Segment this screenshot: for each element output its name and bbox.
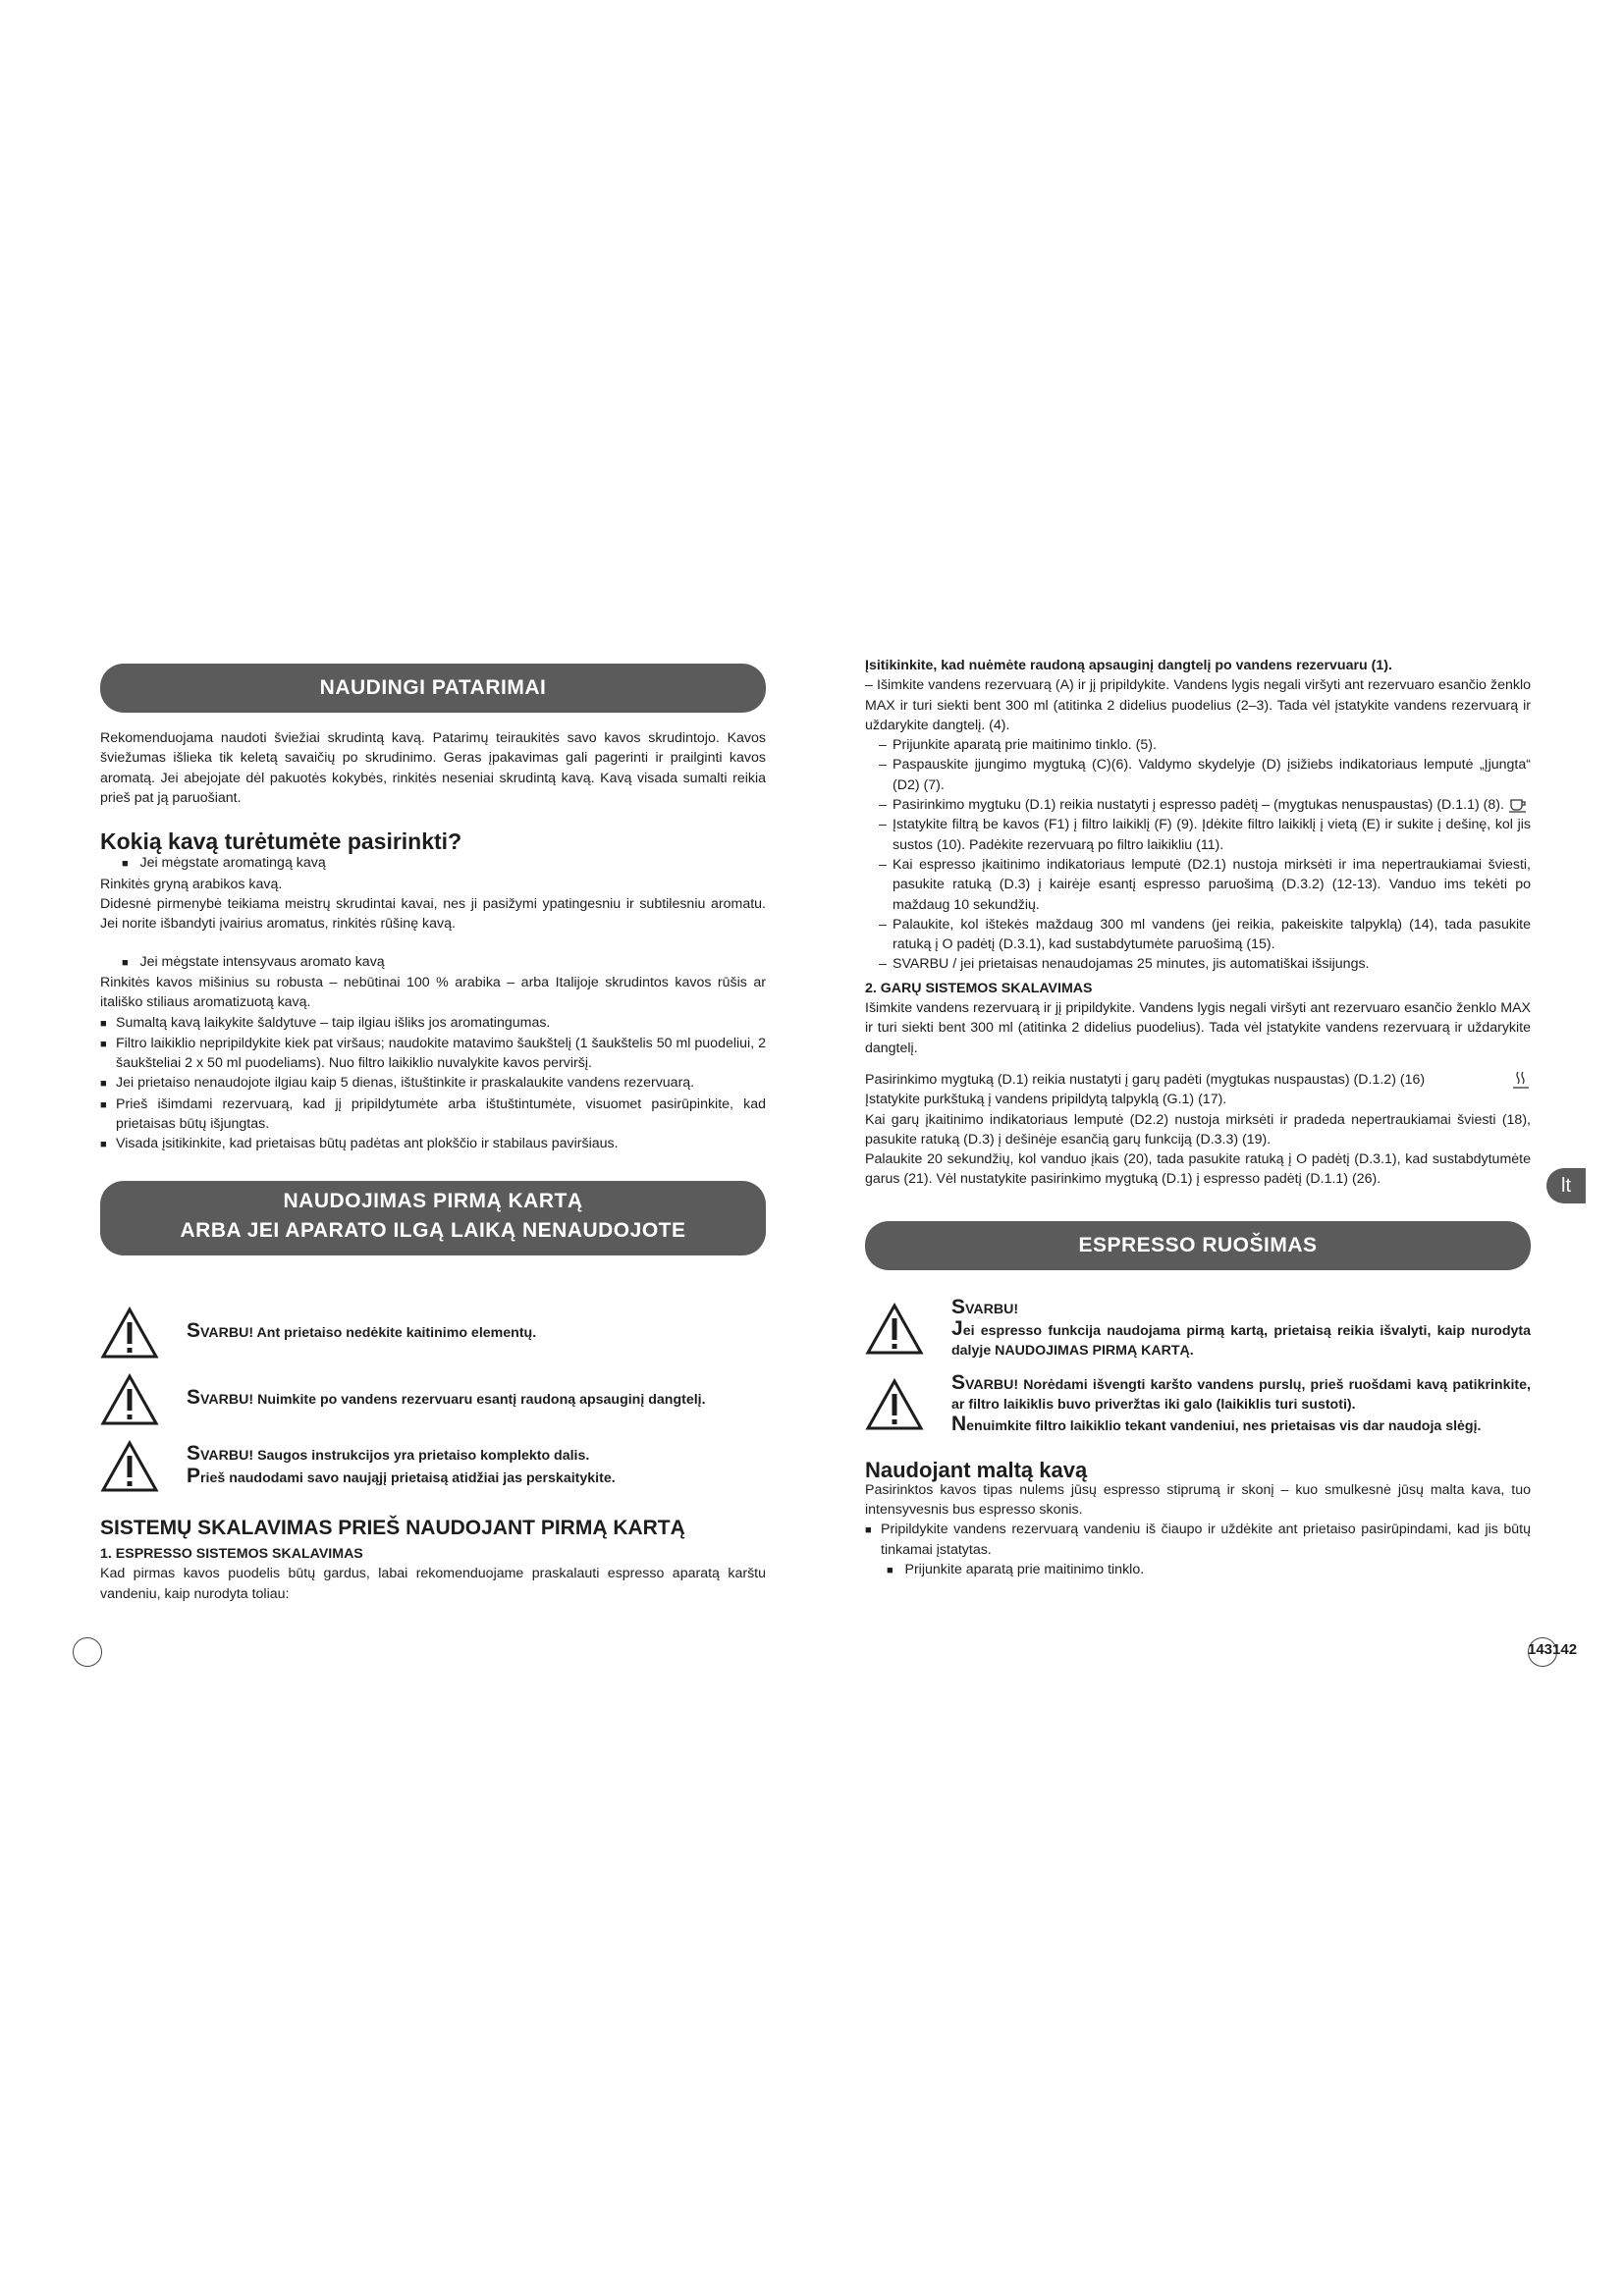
- warning-triangle-icon: [865, 1378, 924, 1431]
- preference-aromatic: ■ Jei mėgstate aromatingą kavą: [122, 855, 326, 872]
- warning-triangle-icon: [100, 1440, 159, 1493]
- preference-intense-text: Rinkitės kavos mišinius su robusta – nebūtinai 100 % arabika – arba Italijoje skrudintos kavos rūšis ar itališko stiliaus aromatizuotą kavą.: [100, 974, 766, 1011]
- list-item: – Palaukite, kol ištekės maždaug 300 ml vandens (jei reikia, pakeiskite talpyklą) (14), tada pasukite ratuką į O padėtį (D.3.1), kad sustabdytumėte paruošimą (15).: [879, 916, 1531, 953]
- ground-coffee-text: Pasirinktos kavos tipas nulems jūsų espresso stiprumą ir skonį – kuo smulkesnė jūsų malta kava, tuo intensyvesnis bus espresso skonis.: [865, 1481, 1531, 1519]
- language-tab: lt: [1546, 1168, 1586, 1203]
- section-banner-tips: NAUDINGI PATARIMAI: [100, 664, 766, 713]
- list-item: – Prijunkite aparatą prie maitinimo tinklo. (5).: [879, 737, 1157, 754]
- list-item: ■ Sumaltą kavą laikykite šaldytuve – taip ilgiau išliks jos aromatingumas.: [100, 1013, 766, 1034]
- warning-triangle-icon: [100, 1307, 159, 1360]
- page-number: 143142: [1528, 1641, 1578, 1658]
- steam-rinse-p1: Išimkite vandens rezervuarą ir jį pripildykite. Vandens lygis negali viršyti ant rezervuaro esančio ženklo MAX ir turi siekti bent 300 ml (atitinka 2 didelius puodelius). Tada vėl įstatykite vandens rezervuarą ir uždarykite dangtelį.: [865, 1000, 1531, 1056]
- steam-icon: [1511, 1070, 1531, 1090]
- list-item: – Pasirinkimo mygtuku (D.1) reikia nustatyti į espresso padėtį – (mygtukas nenuspaustas) (D.1.1) (8).: [879, 795, 1531, 815]
- steam-rinse-p4: Kai garų įkaitinimo indikatoriaus lemputė (D2.2) nustoja mirksėti ir pradeda nepertraukiamai šviesti (18), pasukite ratuką (D.3) į dešinėje esančią garų funkciją (D.3.3) (19).: [865, 1111, 1531, 1148]
- preference-intense: ■ Jei mėgstate intensyvaus aromato kavą: [122, 953, 385, 970]
- steam-rinse-p2: Pasirinkimo mygtuką (D.1) reikia nustatyti į garų padėti (mygtukas nuspaustas) (D.1.2) (16): [865, 1071, 1426, 1088]
- list-item: ■ Filtro laikiklio nepripildykite kiek pat viršaus; naudokite matavimo šaukštelį (1 šaukštelis 50 ml puodeliui, 2 šaukšteliai 2 x 50 ml puodeliams). Nuo filtro laikiklio nuvalykite kavos perviršį.: [100, 1034, 766, 1074]
- list-item: – SVARBU / jei prietaisas nenaudojamas 25 minutes, jis automatiškai išsijungs.: [879, 956, 1370, 973]
- coffee-choice-heading: Kokią kavą turėtumėte pasirinkti?: [100, 828, 462, 855]
- list-item: – Įstatykite filtrą be kavos (F1) į filtro laikiklį (F) (9). Įdėkite filtro laikiklį į vietą (E) ir sukite į dešinę, kol jis sustos (10). Padėkite rezervuarą po filtro laikikliu (11).: [879, 817, 1531, 853]
- section-banner-first-use: NAUDOJIMAS PIRMĄ KARTĄ ARBA JEI APARATO ILGĄ LAIKĄ NENAUDOJOTE: [100, 1181, 766, 1255]
- steps-list: [865, 735, 1531, 975]
- steam-rinse-p2-row: [865, 1070, 1531, 1090]
- steam-rinse-heading: 2. GARŲ SISTEMOS SKALAVIMAS: [865, 980, 1093, 996]
- list-item: ■ Jei prietaiso nenaudojote ilgiau kaip 5 dienas, ištuštinkite ir praskalaukite vandens rezervuarą.: [100, 1073, 766, 1094]
- registration-circle: [73, 1637, 102, 1667]
- list-item: ■ Prijunkite aparatą prie maitinimo tinklo.: [887, 1561, 1145, 1577]
- warning-safety-instructions: SVARBU! Saugos instrukcijos yra prietaiso komplekto dalis. Prieš naudodami savo naująjį prietaisą atidžiai jas perskaitykite.: [100, 1440, 766, 1493]
- rinse-heading: SISTEMŲ SKALAVIMAS PRIEŠ NAUDOJANT PIRMĄ KARTĄ: [100, 1516, 685, 1539]
- preference-aromatic-text: Rinkitės gryną arabikos kavą. Didesnė pirmenybė teikiama meistrų skrudintai kavai, nes ji pasižymi ypatingesniu ir subtilesniu aromatu. Jei norite išbandyti įvairius aromatus, rinkitės rūšinę kavą.: [100, 876, 766, 933]
- steam-rinse-p3: Įstatykite purkštuką į vandens pripildytą talpyklą (G.1) (17).: [865, 1092, 1227, 1108]
- list-item: – Kai espresso įkaitinimo indikatoriaus lemputė (D2.1) nustoja mirksėti ir ima nepertraukiamai šviesti, pasukite ratuką (D.3) į kairėje esantį espresso paruošimą (D.3.2) (12-13). Vanduo ims tekėti po maždaug 10 sekundžių.: [879, 856, 1531, 913]
- intro-paragraph: Rekomenduojama naudoti šviežiai skrudintą kavą. Patarimų teiraukitės savo kavos skrudintojo. Kavos šviežumas išlieka tik keletą savaičių po skrudinimo. Geras įpakavimas gali pagerinti ir prailginti kavos aromatą. Jei abejojate dėl pakuotės kokybės, rinkitės neseniai skrudintą kavą. Kavą visada sumalti reikia prieš pat ją paruošiant.: [100, 730, 766, 806]
- red-cap-check: Įsitikinkite, kad nuėmėte raudoną apsauginį dangtelį po vandens rezervuaru (1).: [865, 658, 1392, 673]
- list-item: ■ Prieš išimdami rezervuarą, kad jį pripildytumėte arba ištuštintumėte, visuomet pasirūpinkite, kad prietaisas būtų išjungtas.: [100, 1095, 766, 1135]
- warning-triangle-icon: [865, 1303, 924, 1356]
- list-item: ■ Pripildykite vandens rezervuarą vandeniu iš čiaupo ir uždėkite ant prietaiso pasirūpindami, kad jis būtų tinkamai įstatytas.: [865, 1520, 1531, 1560]
- list-item: – Paspauskite įjungimo mygtuką (C)(6). Valdymo skydelyje (D) įsižiebs indikatoriaus lemputė „Įjungta“ (D2) (7).: [879, 757, 1531, 793]
- warning-red-cap: SVARBU! Nuimkite po vandens rezervuaru esantį raudoną apsauginį dangtelį.: [100, 1373, 766, 1426]
- left-column: [100, 664, 766, 1604]
- right-column: [865, 656, 1531, 1580]
- list-item: ■ Visada įsitikinkite, kad prietaisas būtų padėtas ant plokščio ir stabilaus paviršiaus.: [100, 1134, 766, 1154]
- warning-hot-water: SVARBU! Norėdami išvengti karšto vandens purslų, prieš ruošdami kavą patikrinkite, ar filtro laikiklis buvo priveržtas iki galo (laikiklis turi sustoti). Nenuimkite filtro laikiklio tekant vandeniui, nes prietaisas vis dar naudoja slėgį.: [865, 1373, 1531, 1437]
- ground-coffee-heading: Naudojant maltą kavą: [865, 1457, 1088, 1482]
- rinse-subheading: 1. ESPRESSO SISTEMOS SKALAVIMAS: [100, 1545, 363, 1562]
- warning-first-espresso: SVARBU! Jei espresso funkcija naudojama pirmą kartą, prietaisą reikia išvalyti, kaip nurodyta dalyje NAUDOJIMAS PIRMĄ KARTĄ.: [865, 1298, 1531, 1362]
- steam-rinse-p5: Palaukite 20 sekundžių, kol vanduo įkais (20), tada pasukite ratuką į O padėtį (D.3.1), kad sustabdytumėte garus (21). Vėl nustatykite pasirinkimo mygtuką (D.1) į espresso padėtį (D.1.1) (26).: [865, 1151, 1531, 1188]
- warning-heating: SVARBU! Ant prietaiso nedėkite kaitinimo elementų.: [100, 1307, 766, 1360]
- rinse-text: Kad pirmas kavos puodelis būtų gardus, labai rekomenduojame praskalauti espresso aparatą karštu vandeniu, kaip nurodyta toliau:: [100, 1566, 766, 1602]
- section-banner-espresso: ESPRESSO RUOŠIMAS: [865, 1221, 1531, 1270]
- tips-list: [100, 1013, 766, 1155]
- warning-triangle-icon: [100, 1373, 159, 1426]
- step-fill-reservoir: – Išimkite vandens rezervuarą (A) ir jį pripildykite. Vandens lygis negali viršyti ant rezervuaro esančio ženklo MAX ir turi siekti bent 300 ml (atitinka 2 didelius puodelius (2–3). Tada vėl įstatykite vandens rezervuarą ir uždarykite dangtelį. (4).: [865, 677, 1531, 733]
- espresso-cup-icon: [1508, 795, 1528, 813]
